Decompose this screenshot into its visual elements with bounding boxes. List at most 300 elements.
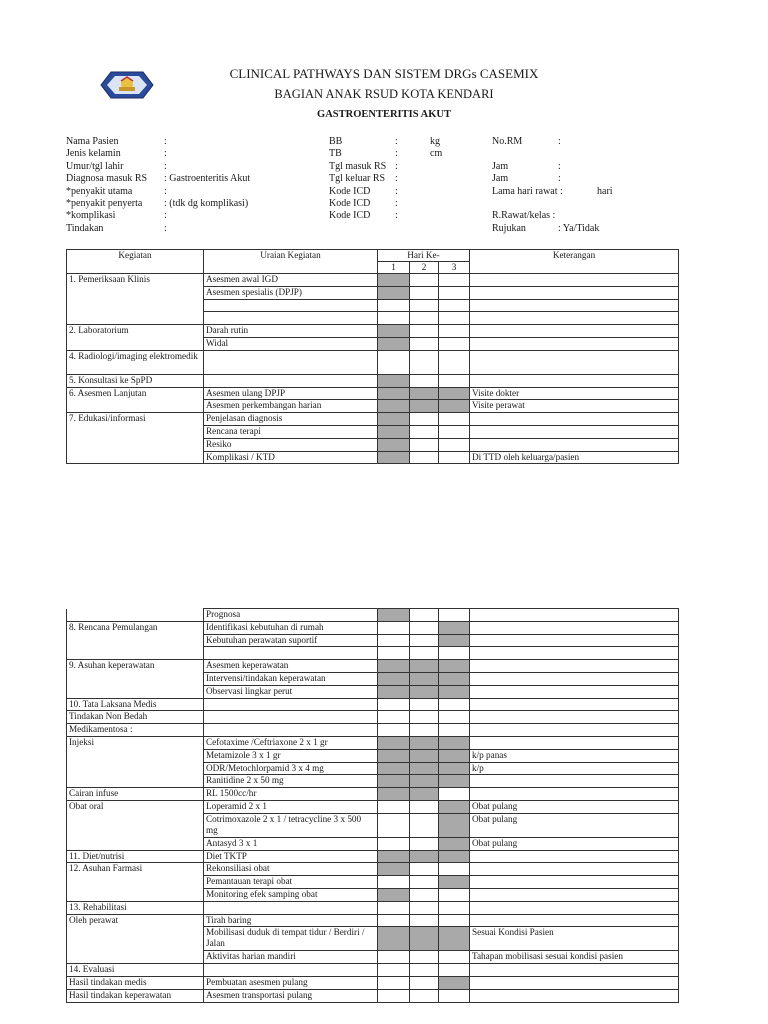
table-row: [67, 951, 679, 964]
cell-kegiatan: Obat oral: [67, 800, 204, 813]
table-row: [67, 976, 679, 989]
day-1-cell: [378, 698, 410, 711]
day-3-cell: [439, 788, 470, 801]
day-1-cell: [378, 400, 410, 413]
cell-keterangan: Obat pulang: [470, 800, 679, 813]
cell-uraian: Komplikasi / KTD: [204, 451, 378, 464]
info-label: No.RM: [492, 136, 523, 147]
day-1-cell: [378, 312, 410, 325]
cell-kegiatan: 5. Konsultasi ke SpPD: [67, 374, 204, 387]
cell-keterangan: Sesuai Kondisi Pasien: [470, 927, 679, 951]
cell-kegiatan: [67, 400, 204, 413]
table-row: [67, 711, 679, 724]
day-2-cell: [410, 863, 439, 876]
info-label: Jenis kelamin: [66, 148, 121, 160]
table-row: [67, 800, 679, 813]
cell-keterangan: [470, 698, 679, 711]
day-2-cell: [410, 876, 439, 889]
day-1-cell: [378, 951, 410, 964]
table-row: [67, 660, 679, 673]
day-3-cell: [439, 660, 470, 673]
table-row: [67, 788, 679, 801]
day-3-cell: [439, 685, 470, 698]
cell-keterangan: [470, 863, 679, 876]
day-1-cell: [378, 634, 410, 647]
day-3-cell: [439, 876, 470, 889]
day-2-cell: [410, 901, 439, 914]
day-3-cell: [439, 927, 470, 951]
cell-keterangan: [470, 736, 679, 749]
day-1-cell: [378, 888, 410, 901]
cell-uraian: Asesmen transportasi pulang: [204, 989, 378, 1002]
cell-keterangan: [470, 775, 679, 788]
day-1-cell: [378, 647, 410, 660]
table-row: [67, 621, 679, 634]
day-2-cell: [410, 685, 439, 698]
info-label: Kode ICD: [329, 185, 371, 197]
table-row: [67, 736, 679, 749]
pathway-table-2: [66, 608, 679, 1003]
day-1-cell: [378, 337, 410, 350]
cell-uraian: Rencana terapi: [204, 425, 378, 438]
day-1-cell: [378, 775, 410, 788]
info-value: : (tdk dg komplikasi): [164, 198, 249, 209]
cell-kegiatan: [67, 927, 204, 951]
cell-keterangan: [470, 438, 679, 451]
cell-kegiatan: [67, 299, 204, 312]
info-label: Jam: [492, 173, 509, 185]
info-colon: :: [395, 173, 398, 185]
cell-uraian: [204, 724, 378, 737]
info-label: R.Rawat/kelas :: [492, 210, 556, 222]
day-2-cell: [410, 888, 439, 901]
day-1-cell: [378, 685, 410, 698]
header-kegiatan: Kegiatan: [67, 250, 204, 274]
day-3-cell: [439, 274, 470, 287]
info-unit: kg: [430, 136, 440, 147]
cell-keterangan: [470, 609, 679, 622]
cell-uraian: Prognosa: [204, 609, 378, 622]
day-2-cell: [410, 350, 439, 374]
day-3-cell: [439, 438, 470, 451]
table-row: [67, 964, 679, 977]
info-value: hari: [597, 185, 613, 197]
day-1-cell: [378, 425, 410, 438]
table-row: [67, 299, 679, 312]
cell-keterangan: [470, 274, 679, 287]
cell-kegiatan: Oleh perawat: [67, 914, 204, 927]
day-1-cell: [378, 749, 410, 762]
day-1-cell: [378, 711, 410, 724]
day-2-cell: [410, 914, 439, 927]
cell-kegiatan: 10. Tata Laksana Medis: [67, 698, 204, 711]
day-3-cell: [439, 387, 470, 400]
department-title: BAGIAN ANAK RSUD KOTA KENDARI: [274, 87, 494, 101]
cell-kegiatan: Tindakan Non Bedah: [67, 711, 204, 724]
table-row: [67, 914, 679, 927]
cell-keterangan: [470, 425, 679, 438]
info-colon: :: [395, 136, 398, 147]
info-label: Lama hari rawat :: [492, 185, 563, 197]
day-2-cell: [410, 660, 439, 673]
header-day: 2: [410, 262, 439, 274]
day-1-cell: [378, 837, 410, 850]
cell-kegiatan: [67, 312, 204, 325]
day-3-cell: [439, 976, 470, 989]
cell-keterangan: Obat pulang: [470, 837, 679, 850]
cell-kegiatan: 13. Rehabilitasi: [67, 901, 204, 914]
table-row: [67, 989, 679, 1002]
cell-keterangan: [470, 299, 679, 312]
day-1-cell: [378, 672, 410, 685]
day-3-cell: [439, 749, 470, 762]
header-day: 1: [378, 262, 410, 274]
table-row: [67, 350, 679, 374]
day-3-cell: [439, 634, 470, 647]
cell-keterangan: [470, 989, 679, 1002]
cell-uraian: Cefotaxime /Ceftriaxone 2 x 1 gr: [204, 736, 378, 749]
header-hari: Hari Ke-: [378, 250, 470, 262]
table-row: [67, 286, 679, 299]
cell-uraian: [204, 901, 378, 914]
day-1-cell: [378, 374, 410, 387]
day-1-cell: [378, 609, 410, 622]
day-3-cell: [439, 888, 470, 901]
cell-keterangan: [470, 660, 679, 673]
document-title: CLINICAL PATHWAYS DAN SISTEM DRGs CASEMIX: [229, 66, 539, 81]
info-colon: :: [395, 198, 398, 209]
cell-kegiatan: [67, 813, 204, 837]
info-label: Kode ICD: [329, 198, 371, 209]
cell-keterangan: [470, 647, 679, 660]
cell-keterangan: [470, 901, 679, 914]
day-2-cell: [410, 989, 439, 1002]
cell-uraian: Loperamid 2 x 1: [204, 800, 378, 813]
cell-keterangan: [470, 312, 679, 325]
info-value: : Ya/Tidak: [558, 222, 600, 234]
day-1-cell: [378, 438, 410, 451]
cell-keterangan: [470, 976, 679, 989]
day-1-cell: [378, 325, 410, 338]
day-3-cell: [439, 425, 470, 438]
cell-kegiatan: [67, 286, 204, 299]
cell-uraian: ODR/Metochlorpamid 3 x 4 mg: [204, 762, 378, 775]
cell-uraian: Antasyd 3 x 1: [204, 837, 378, 850]
header-day: 3: [439, 262, 470, 274]
day-2-cell: [410, 850, 439, 863]
cell-uraian: Observasi lingkar perut: [204, 685, 378, 698]
cell-keterangan: [470, 374, 679, 387]
table-row: [67, 451, 679, 464]
day-2-cell: [410, 964, 439, 977]
day-1-cell: [378, 788, 410, 801]
cell-keterangan: [470, 621, 679, 634]
cell-keterangan: [470, 914, 679, 927]
day-1-cell: [378, 850, 410, 863]
cell-keterangan: [470, 876, 679, 889]
day-3-cell: [439, 775, 470, 788]
cell-kegiatan: 12. Asuhan Farmasi: [67, 863, 204, 876]
info-value: :: [164, 185, 167, 197]
cell-uraian: [204, 350, 378, 374]
cell-uraian: Widal: [204, 337, 378, 350]
day-1-cell: [378, 413, 410, 426]
cell-uraian: Pembuatan asesmen pulang: [204, 976, 378, 989]
info-value: :: [164, 148, 167, 160]
cell-kegiatan: [67, 775, 204, 788]
day-3-cell: [439, 837, 470, 850]
cell-kegiatan: Medikamentosa :: [67, 724, 204, 737]
cell-uraian: Asesmen awal IGD: [204, 274, 378, 287]
day-3-cell: [439, 711, 470, 724]
cell-kegiatan: [67, 609, 204, 622]
day-1-cell: [378, 976, 410, 989]
info-value: :: [164, 222, 167, 234]
day-1-cell: [378, 299, 410, 312]
info-value: :: [558, 173, 561, 185]
day-1-cell: [378, 387, 410, 400]
cell-kegiatan: [67, 451, 204, 464]
cell-keterangan: k/p: [470, 762, 679, 775]
cell-keterangan: [470, 685, 679, 698]
day-3-cell: [439, 736, 470, 749]
cell-keterangan: [470, 350, 679, 374]
info-label: Rujukan: [492, 222, 526, 234]
cell-kegiatan: [67, 685, 204, 698]
header-uraian: Uraian Kegiatan: [204, 250, 378, 274]
table-row: [67, 609, 679, 622]
cell-kegiatan: [67, 438, 204, 451]
table-row: [67, 413, 679, 426]
table-row: [67, 698, 679, 711]
info-label: Tgl keluar RS: [329, 173, 386, 185]
cell-kegiatan: [67, 951, 204, 964]
day-3-cell: [439, 286, 470, 299]
cell-uraian: Metamizole 3 x 1 gr: [204, 749, 378, 762]
table-row: [67, 813, 679, 837]
pathway-table-1: [66, 249, 679, 464]
cell-keterangan: [470, 850, 679, 863]
table-row: [67, 749, 679, 762]
table-row: [67, 374, 679, 387]
cell-kegiatan: 6. Asesmen Lanjutan: [67, 387, 204, 400]
day-3-cell: [439, 337, 470, 350]
day-2-cell: [410, 647, 439, 660]
day-2-cell: [410, 927, 439, 951]
cell-kegiatan: 4. Radiologi/imaging elektromedik: [67, 350, 204, 374]
day-3-cell: [439, 312, 470, 325]
day-2-cell: [410, 451, 439, 464]
day-2-cell: [410, 672, 439, 685]
cell-kegiatan: [67, 837, 204, 850]
day-3-cell: [439, 964, 470, 977]
table-row: [67, 274, 679, 287]
cell-uraian: Mobilisasi duduk di tempat tidur / Berdiri / Jalan: [204, 927, 378, 951]
info-colon: :: [395, 210, 398, 222]
table-row: [67, 425, 679, 438]
cell-keterangan: Visite perawat: [470, 400, 679, 413]
day-1-cell: [378, 762, 410, 775]
day-1-cell: [378, 901, 410, 914]
info-label: BB: [329, 136, 343, 147]
cell-uraian: RL 1500cc/hr: [204, 788, 378, 801]
info-colon: :: [395, 148, 398, 160]
table-row: [67, 876, 679, 889]
table-row: [67, 863, 679, 876]
cell-kegiatan: [67, 672, 204, 685]
cell-uraian: Asesmen spesialis (DPJP): [204, 286, 378, 299]
day-1-cell: [378, 451, 410, 464]
cell-keterangan: [470, 788, 679, 801]
day-3-cell: [439, 374, 470, 387]
cell-uraian: Aktivitas harian mandiri: [204, 951, 378, 964]
day-3-cell: [439, 863, 470, 876]
table-row: [67, 850, 679, 863]
cell-keterangan: Tahapan mobilisasi sesuai kondisi pasien: [470, 951, 679, 964]
cell-uraian: Asesmen keperawatan: [204, 660, 378, 673]
cell-uraian: Cotrimoxazole 2 x 1 / tetracycline 3 x 500 mg: [204, 813, 378, 837]
day-1-cell: [378, 876, 410, 889]
day-3-cell: [439, 451, 470, 464]
table-row: [67, 400, 679, 413]
table-row: [67, 775, 679, 788]
cell-uraian: Tirah baring: [204, 914, 378, 927]
cell-keterangan: Di TTD oleh keluarga/pasien: [470, 451, 679, 464]
cell-uraian: Ranitidine 2 x 50 mg: [204, 775, 378, 788]
table-row: [67, 387, 679, 400]
day-1-cell: [378, 274, 410, 287]
info-label: Kode ICD: [329, 210, 371, 222]
day-2-cell: [410, 800, 439, 813]
day-1-cell: [378, 964, 410, 977]
cell-keterangan: [470, 711, 679, 724]
header-keterangan: Keterangan: [470, 250, 679, 274]
cell-kegiatan: 14. Evaluasi: [67, 964, 204, 977]
cell-uraian: Asesmen perkembangan harian: [204, 400, 378, 413]
day-2-cell: [410, 698, 439, 711]
table-row: [67, 325, 679, 338]
cell-kegiatan: Hasil tindakan medis: [67, 976, 204, 989]
cell-keterangan: k/p panas: [470, 749, 679, 762]
cell-uraian: Identifikasi kebutuhan di rumah: [204, 621, 378, 634]
day-3-cell: [439, 672, 470, 685]
cell-kegiatan: 7. Edukasi/informasi: [67, 413, 204, 426]
table-row: [67, 724, 679, 737]
day-3-cell: [439, 813, 470, 837]
info-label: *penyakit penyerta: [66, 198, 143, 209]
info-unit: cm: [430, 148, 443, 160]
info-value: :: [164, 210, 167, 222]
day-2-cell: [410, 951, 439, 964]
cell-kegiatan: [67, 876, 204, 889]
cell-kegiatan: 9. Asuhan keperawatan: [67, 660, 204, 673]
cell-keterangan: [470, 888, 679, 901]
cell-uraian: Penjelasan diagnosis: [204, 413, 378, 426]
day-3-cell: [439, 762, 470, 775]
day-3-cell: [439, 951, 470, 964]
info-value: : Gastroenteritis Akut: [164, 173, 251, 185]
day-2-cell: [410, 325, 439, 338]
day-2-cell: [410, 425, 439, 438]
table-row: [67, 634, 679, 647]
day-2-cell: [410, 762, 439, 775]
info-value: :: [164, 160, 167, 172]
info-colon: :: [395, 160, 398, 172]
day-2-cell: [410, 837, 439, 850]
day-3-cell: [439, 621, 470, 634]
day-1-cell: [378, 927, 410, 951]
info-label: Tindakan: [66, 222, 104, 234]
day-2-cell: [410, 634, 439, 647]
table-row: [67, 901, 679, 914]
cell-uraian: Darah rutin: [204, 325, 378, 338]
cell-keterangan: Obat pulang: [470, 813, 679, 837]
day-3-cell: [439, 800, 470, 813]
day-2-cell: [410, 374, 439, 387]
day-1-cell: [378, 350, 410, 374]
cell-kegiatan: 2. Laboratorium: [67, 325, 204, 338]
day-2-cell: [410, 413, 439, 426]
day-3-cell: [439, 647, 470, 660]
cell-kegiatan: [67, 337, 204, 350]
day-1-cell: [378, 914, 410, 927]
cell-uraian: Resiko: [204, 438, 378, 451]
info-label: Jam: [492, 160, 509, 172]
cell-keterangan: [470, 325, 679, 338]
day-2-cell: [410, 711, 439, 724]
day-2-cell: [410, 312, 439, 325]
cell-uraian: Asesmen ulang DPJP: [204, 387, 378, 400]
day-1-cell: [378, 286, 410, 299]
info-label: Tgl masuk RS: [329, 160, 387, 172]
day-1-cell: [378, 621, 410, 634]
day-1-cell: [378, 813, 410, 837]
day-2-cell: [410, 788, 439, 801]
cell-uraian: [204, 711, 378, 724]
cell-uraian: Monitoring efek samping obat: [204, 888, 378, 901]
day-2-cell: [410, 749, 439, 762]
cell-uraian: [204, 647, 378, 660]
patient-info: [0, 136, 768, 240]
day-2-cell: [410, 299, 439, 312]
day-2-cell: [410, 813, 439, 837]
day-2-cell: [410, 286, 439, 299]
cell-kegiatan: 11. Diet/nutrisi: [67, 850, 204, 863]
cell-kegiatan: [67, 762, 204, 775]
day-3-cell: [439, 609, 470, 622]
day-1-cell: [378, 660, 410, 673]
cell-kegiatan: Injeksi: [67, 736, 204, 749]
info-colon: :: [395, 185, 398, 197]
table-row: [67, 685, 679, 698]
cell-kegiatan: Cairan infuse: [67, 788, 204, 801]
table-row: [67, 762, 679, 775]
cell-uraian: Diet TKTP: [204, 850, 378, 863]
day-3-cell: [439, 698, 470, 711]
day-2-cell: [410, 438, 439, 451]
table-row: [67, 837, 679, 850]
cell-kegiatan: [67, 749, 204, 762]
cell-uraian: Kebutuhan perawatan suportif: [204, 634, 378, 647]
cell-kegiatan: 1. Pemeriksaan Klinis: [67, 274, 204, 287]
day-3-cell: [439, 724, 470, 737]
day-2-cell: [410, 274, 439, 287]
day-1-cell: [378, 736, 410, 749]
info-value: :: [164, 136, 167, 147]
day-2-cell: [410, 609, 439, 622]
cell-keterangan: [470, 964, 679, 977]
info-value: :: [558, 160, 561, 172]
